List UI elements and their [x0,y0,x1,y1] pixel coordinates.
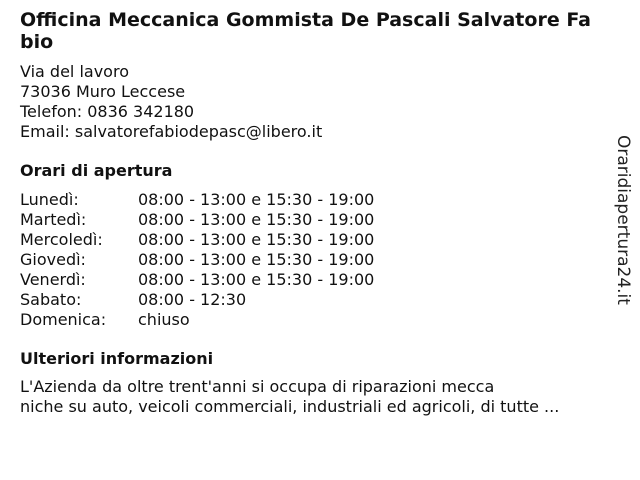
day-label: Domenica: [20,310,107,329]
day-hours: 08:00 - 13:00 e 15:30 - 19:00 [138,250,375,269]
hours-row-mercoledi [20,230,610,250]
day-label: Martedì: [20,210,87,229]
hours-row-venerdi [20,270,610,290]
brand-text: Oraridiapertura24.it [613,135,633,305]
hours-row-lunedi [20,190,610,210]
brand-watermark [612,135,634,315]
email-address: Email: salvatorefabiodepasc@libero.it [20,122,323,141]
info-heading: Ulteriori informazioni [20,349,214,368]
day-label: Mercoledì: [20,230,103,249]
business-card [20,9,610,417]
day-hours: 08:00 - 12:30 [138,290,247,309]
day-label: Lunedì: [20,190,79,209]
business-title: Officina Meccanica Gommista De Pascali Salvatore Fabio [20,9,592,53]
info-line: niche su auto, veicoli commerciali, industriali ed agricoli, di tutte ... [20,397,560,416]
day-label: Giovedì: [20,250,86,269]
phone-number: Telefon: 0836 342180 [20,102,195,121]
contact-block [20,62,610,142]
day-hours: 08:00 - 13:00 e 15:30 - 19:00 [138,270,375,289]
city-address: 73036 Muro Leccese [20,82,186,101]
hours-row-giovedi [20,250,610,270]
day-hours: 08:00 - 13:00 e 15:30 - 19:00 [138,190,375,209]
info-description [20,377,620,417]
hours-row-martedi [20,210,610,230]
day-label: Venerdì: [20,270,86,289]
info-line: L'Azienda da oltre trent'anni si occupa di riparazioni mecca [20,377,495,396]
street-address: Via del lavoro [20,62,129,81]
hours-row-domenica [20,310,610,330]
day-hours: 08:00 - 13:00 e 15:30 - 19:00 [138,230,375,249]
day-hours: chiuso [138,310,190,329]
day-label: Sabato: [20,290,82,309]
hours-table [20,190,610,330]
hours-heading: Orari di apertura [20,161,173,180]
day-hours: 08:00 - 13:00 e 15:30 - 19:00 [138,210,375,229]
hours-row-sabato [20,290,610,310]
